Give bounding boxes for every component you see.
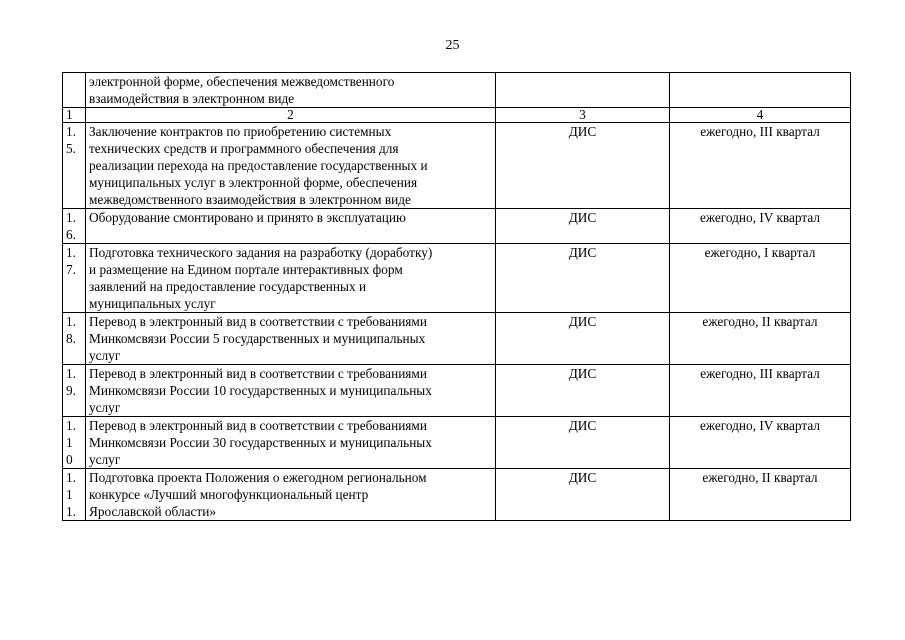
row-number-cell	[63, 365, 86, 417]
executor-cell: ДИС	[496, 417, 670, 469]
row-number-part: 1.	[66, 245, 76, 260]
table-row	[63, 209, 851, 244]
activity-line: Ярославской области»	[89, 504, 217, 519]
row-number-part: 1.	[66, 504, 76, 519]
row-number-part: 7.	[66, 262, 76, 277]
table-row	[63, 469, 851, 521]
activity-line: Заключение контрактов по приобретению системных	[89, 124, 392, 139]
row-number-part: 5.	[66, 141, 76, 156]
row-number-part: 1.	[66, 314, 76, 329]
continuation-line: электронной форме, обеспечения межведомственного	[89, 74, 395, 89]
row-number-part: 0	[66, 452, 73, 467]
row-number-part: 9.	[66, 383, 76, 398]
activity-line: Подготовка проекта Положения о ежегодном региональном	[89, 470, 427, 485]
row-number-cell	[63, 469, 86, 521]
deadline-cell: ежегодно, II квартал	[670, 313, 851, 365]
activity-line: услуг	[89, 452, 121, 467]
activity-line: и размещение на Едином портале интерактивных форм	[89, 262, 403, 277]
deadline-cell: ежегодно, I квартал	[670, 244, 851, 313]
column-number-3: 3	[496, 108, 670, 123]
row-number-part: 1	[66, 435, 73, 450]
activity-line: услуг	[89, 348, 121, 363]
activity-line: Минкомсвязи России 5 государственных и муниципальных	[89, 331, 426, 346]
row-number-part: 1.	[66, 210, 76, 225]
table-row	[63, 123, 851, 209]
executor-cell: ДИС	[496, 469, 670, 521]
activity-line: Минкомсвязи России 10 государственных и муниципальных	[89, 383, 432, 398]
row-number-part: 6.	[66, 227, 76, 242]
activity-cell	[86, 313, 496, 365]
executor-cell: ДИС	[496, 123, 670, 209]
activity-line: услуг	[89, 400, 121, 415]
executor-cell: ДИС	[496, 313, 670, 365]
activity-line: Перевод в электронный вид в соответствии с требованиями	[89, 314, 427, 329]
continuation-line: взаимодействия в электронном виде	[89, 91, 295, 106]
activity-line: реализации перехода на предоставление государственных и	[89, 158, 428, 173]
activity-cell	[86, 469, 496, 521]
activity-cell	[86, 417, 496, 469]
row-number-part: 1	[66, 487, 73, 502]
row-number-part: 1.	[66, 418, 76, 433]
activity-line: Подготовка технического задания на разработку (доработку)	[89, 245, 433, 260]
activity-line: Оборудование смонтировано и принято в эксплуатацию	[89, 210, 406, 225]
deadline-cell: ежегодно, II квартал	[670, 469, 851, 521]
row-number-cell	[63, 123, 86, 209]
activity-line: технических средств и программного обеспечения для	[89, 141, 399, 156]
activity-line: конкурсе «Лучший многофункциональный центр	[89, 487, 369, 502]
table-row	[63, 244, 851, 313]
row-number-cell	[63, 313, 86, 365]
column-number-1: 1	[63, 108, 86, 123]
table-row	[63, 365, 851, 417]
activity-line: Минкомсвязи России 30 государственных и муниципальных	[89, 435, 432, 450]
row-number-cell	[63, 209, 86, 244]
activity-line: муниципальных услуг в электронной форме, обеспечения	[89, 175, 418, 190]
activity-cell	[86, 209, 496, 244]
row-number-cell	[63, 244, 86, 313]
deadline-cell: ежегодно, III квартал	[670, 123, 851, 209]
column-number-2: 2	[86, 108, 496, 123]
activity-line: Перевод в электронный вид в соответствии с требованиями	[89, 418, 427, 433]
continuation-deadline-cell	[670, 73, 851, 108]
row-number-part: 1.	[66, 470, 76, 485]
deadline-cell: ежегодно, IV квартал	[670, 209, 851, 244]
continuation-row	[63, 73, 851, 108]
table-row	[63, 313, 851, 365]
executor-cell: ДИС	[496, 244, 670, 313]
column-number-row	[63, 108, 851, 123]
plan-table	[62, 72, 851, 521]
activity-cell	[86, 365, 496, 417]
activity-line: межведомственного взаимодействия в электронном виде	[89, 192, 411, 207]
executor-cell: ДИС	[496, 209, 670, 244]
activity-line: заявлений на предоставление государственных и	[89, 279, 367, 294]
table-row	[63, 417, 851, 469]
page-number: 25	[445, 38, 460, 53]
deadline-cell: ежегодно, III квартал	[670, 365, 851, 417]
activity-line: Перевод в электронный вид в соответствии с требованиями	[89, 366, 427, 381]
continuation-num-cell	[63, 73, 86, 108]
column-number-4: 4	[670, 108, 851, 123]
activity-cell	[86, 244, 496, 313]
row-number-cell	[63, 417, 86, 469]
activity-line: муниципальных услуг	[89, 296, 216, 311]
continuation-executor-cell	[496, 73, 670, 108]
row-number-part: 8.	[66, 331, 76, 346]
activity-cell	[86, 123, 496, 209]
row-number-part: 1.	[66, 366, 76, 381]
continuation-text-cell	[86, 73, 496, 108]
deadline-cell: ежегодно, IV квартал	[670, 417, 851, 469]
executor-cell: ДИС	[496, 365, 670, 417]
row-number-part: 1.	[66, 124, 76, 139]
